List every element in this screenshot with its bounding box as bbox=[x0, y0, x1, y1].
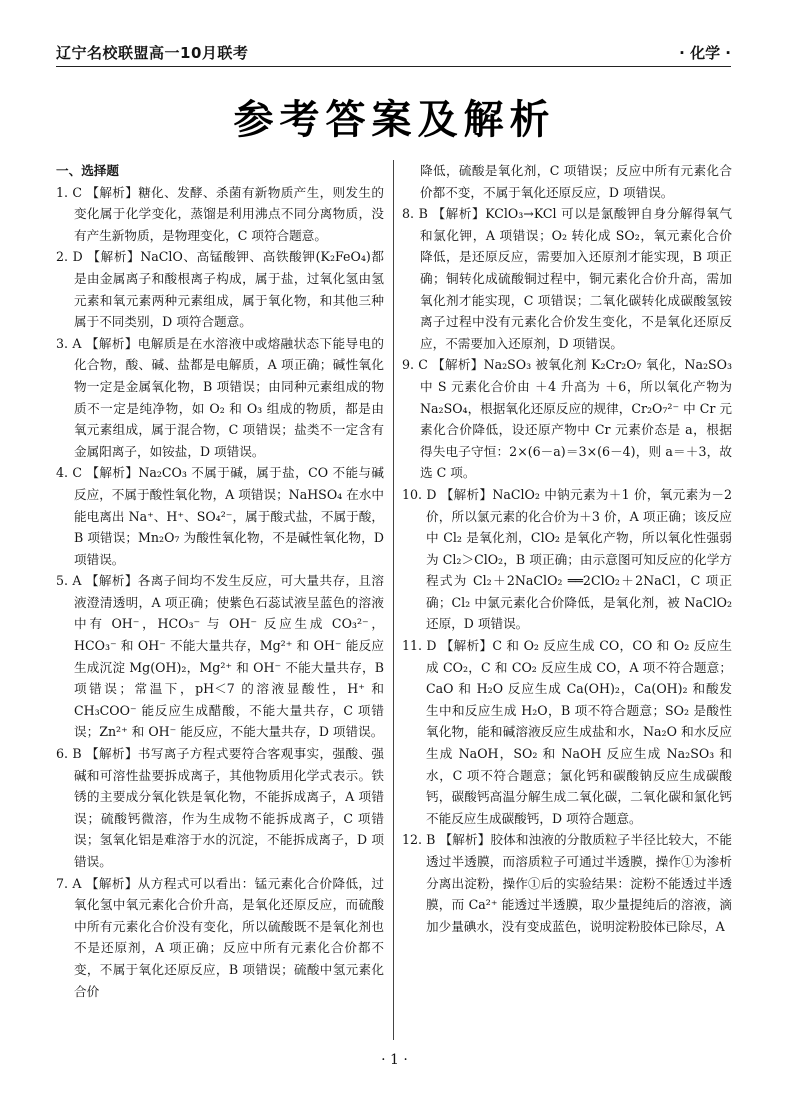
exam-title: 辽宁名校联盟高一10月联考 bbox=[56, 44, 249, 62]
right-column bbox=[402, 160, 732, 937]
answer-item-1: 1. C 【解析】糖化、发酵、杀菌有新物质产生，则发生的变化属于化学变化，蒸馏是利用沸点不同分离物质，没有产生新物质，是物理变化，C 项符合题意。 bbox=[56, 184, 384, 243]
answer-item-2: 2. D 【解析】NaClO、高锰酸钾、高铁酸钾(K₂FeO₄)都是由金属离子和酸根离子构成，属于盐，过氧化氢由氢元素和氧元素两种元素组成，属于氧化物，和其他三种属于不同类别，D 项符合题意。 bbox=[56, 249, 384, 330]
answer-item-11: 11. D 【解析】C 和 O₂ 反应生成 CO，CO 和 O₂ 反应生成 CO₂，C 和 CO₂ 反应生成 CO，A 项不符合题意；CaO 和 H₂O 反应生成 Ca(OH)₂，Ca(OH)₂ 和酸发生中和反应生成 H₂O，B 项不符合题意；SO₂ 是酸性氧化物，能和碱溶液反应生成盐和水，Na₂O 和水反应生成 NaOH，SO₂ 和 NaOH 反应生成 Na₂SO₃ 和水，C 项不符合题意；氯化钙和碳酸钠反应生成碳酸钙，碳酸钙高温分解生成二氧化碳，二氧化碳和氯化钙不能反应生成碳酸钙，D 项符合题意。 bbox=[402, 638, 732, 826]
page-header bbox=[56, 40, 731, 67]
answer-item-4: 4. C 【解析】Na₂CO₃ 不属于碱，属于盐，CO 不能与碱反应，不属于酸性氧化物，A 项错误；NaHSO₄ 在水中能电离出 Na⁺、H⁺、SO₄²⁻，属于酸式盐，不属于酸，B 项错误；Mn₂O₇ 为酸性氧化物，不是碱性氧化物，D 项错误。 bbox=[56, 465, 384, 567]
subject-label: · 化学 · bbox=[679, 44, 731, 62]
left-column bbox=[56, 160, 384, 1002]
page-number: · 1 · bbox=[381, 1052, 408, 1068]
column-divider bbox=[393, 160, 394, 1040]
answer-item-12: 12. B 【解析】胶体和浊液的分散质粒子半径比较大，不能透过半透膜，而溶质粒子可通过半透膜，操作①为渗析分离出淀粉，操作①后的实验结果：淀粉不能透过半透膜，而 Ca²⁺ 能透过半透膜，取少量提纯后的溶液，滴加少量碘水，没有变成蓝色，说明淀粉胶体已除尽，A bbox=[402, 832, 732, 934]
answer-item-6: 6. B 【解析】书写离子方程式要符合客观事实，强酸、强碱和可溶性盐要拆成离子，其他物质用化学式表示。铁锈的主要成分氧化铁是氧化物，不能拆成离子，A 项错误；硫酸钙微溶，作为生成物不能拆成离子，C 项错误；氢氧化铝是难溶于水的沉淀，不能拆成离子，D 项错误。 bbox=[56, 746, 384, 869]
answer-item-3: 3. A 【解析】电解质是在水溶液中或熔融状态下能导电的化合物，酸、碱、盐都是电解质，A 项正确；碱性氧化物一定是金属氧化物，B 项错误；由同种元素组成的物质不一定是纯净物，如 O₂ 和 O₃ 组成的物质，都是由氧元素组成，属于混合物，C 项错误；盐类不一定含有金属阳离子，如铵盐，D 项错误。 bbox=[56, 335, 384, 459]
answer-item-8: 8. B 【解析】KClO₃→KCl 可以是氯酸钾自身分解得氧气和氯化钾，A 项错误；O₂ 转化成 SO₂，氧元素化合价降低，是还原反应，需要加入还原剂才能实现，B 项正确；铜转化成硫酸铜过程中，铜元素化合价升高，需加氧化剂才能实现，C 项错误；二氧化碳转化成碳酸氢铵离子过程中没有元素化合价发生变化，不是氧化还原反应，不需要加入还原剂，D 项错误。 bbox=[402, 206, 732, 351]
section-heading: 一、选择题 bbox=[56, 163, 119, 178]
answer-item-9: 9. C 【解析】Na₂SO₃ 被氧化剂 K₂Cr₂O₇ 氧化，Na₂SO₃ 中 S 元素化合价由 ＋4 升高为 ＋6，所以氧化产物为 Na₂SO₄，根据氧化还原反应的规律，Cr₂O₇²⁻ 中 Cr 元素化合价降低，设还原产物中 Cr 元素价态是 a，根据得失电子守恒：2×(6－a)＝3×(6－4)，则 a＝＋3，故选 C 项。 bbox=[402, 357, 732, 481]
answer-item-10: 10. D 【解析】NaClO₂ 中钠元素为＋1 价，氧元素为－2 价，所以氯元素的化合价为＋3 价，A 项正确；该反应中 Cl₂ 是氧化剂，ClO₂ 是氧化产物，所以氧化性强弱为 Cl₂＞ClO₂，B 项正确；由示意图可知反应的化学方程式为 Cl₂＋2NaClO₂ ══2ClO₂＋2NaCl，C 项正确；Cl₂ 中氯元素化合价降低，是氧化剂，被 NaClO₂ 还原，D 项错误。 bbox=[402, 486, 732, 632]
document-title: 参考答案及解析 bbox=[233, 97, 556, 143]
answer-item-7: 7. A 【解析】从方程式可以看出：锰元素化合价降低，过氧化氢中氧元素化合价升高，是氧化还原反应，而硫酸中所有元素化合价没有变化，所以硫酸既不是氧化剂也不是还原剂，A 项正确；反应中所有元素化合价都不变，不属于氧化还原反应，B 项错误；硫酸中氢元素化合价 bbox=[56, 875, 384, 999]
answer-item-7-continued: 降低，硫酸是氧化剂，C 项错误；反应中所有元素化合价都不变，不属于氧化还原反应，D 项错误。 bbox=[420, 163, 732, 200]
answer-item-5: 5. A 【解析】各离子间均不发生反应，可大量共存，且溶液澄清透明，A 项正确；使紫色石蕊试液呈蓝色的溶液中有 OH⁻，HCO₃⁻ 与 OH⁻ 反应生成 CO₃²⁻，HCO₃⁻ 和 OH⁻ 不能大量共存，Mg²⁺ 和 OH⁻ 能反应生成沉淀 Mg(OH)₂，Mg²⁺ 和 OH⁻ 不能大量共存，B 项错误；常温下，pH＜7 的溶液显酸性，H⁺ 和 CH₃COO⁻ 能反应生成醋酸，不能大量共存，C 项错误；Zn²⁺ 和 OH⁻ 能反应，不能大量共存，D 项错误。 bbox=[56, 573, 384, 740]
